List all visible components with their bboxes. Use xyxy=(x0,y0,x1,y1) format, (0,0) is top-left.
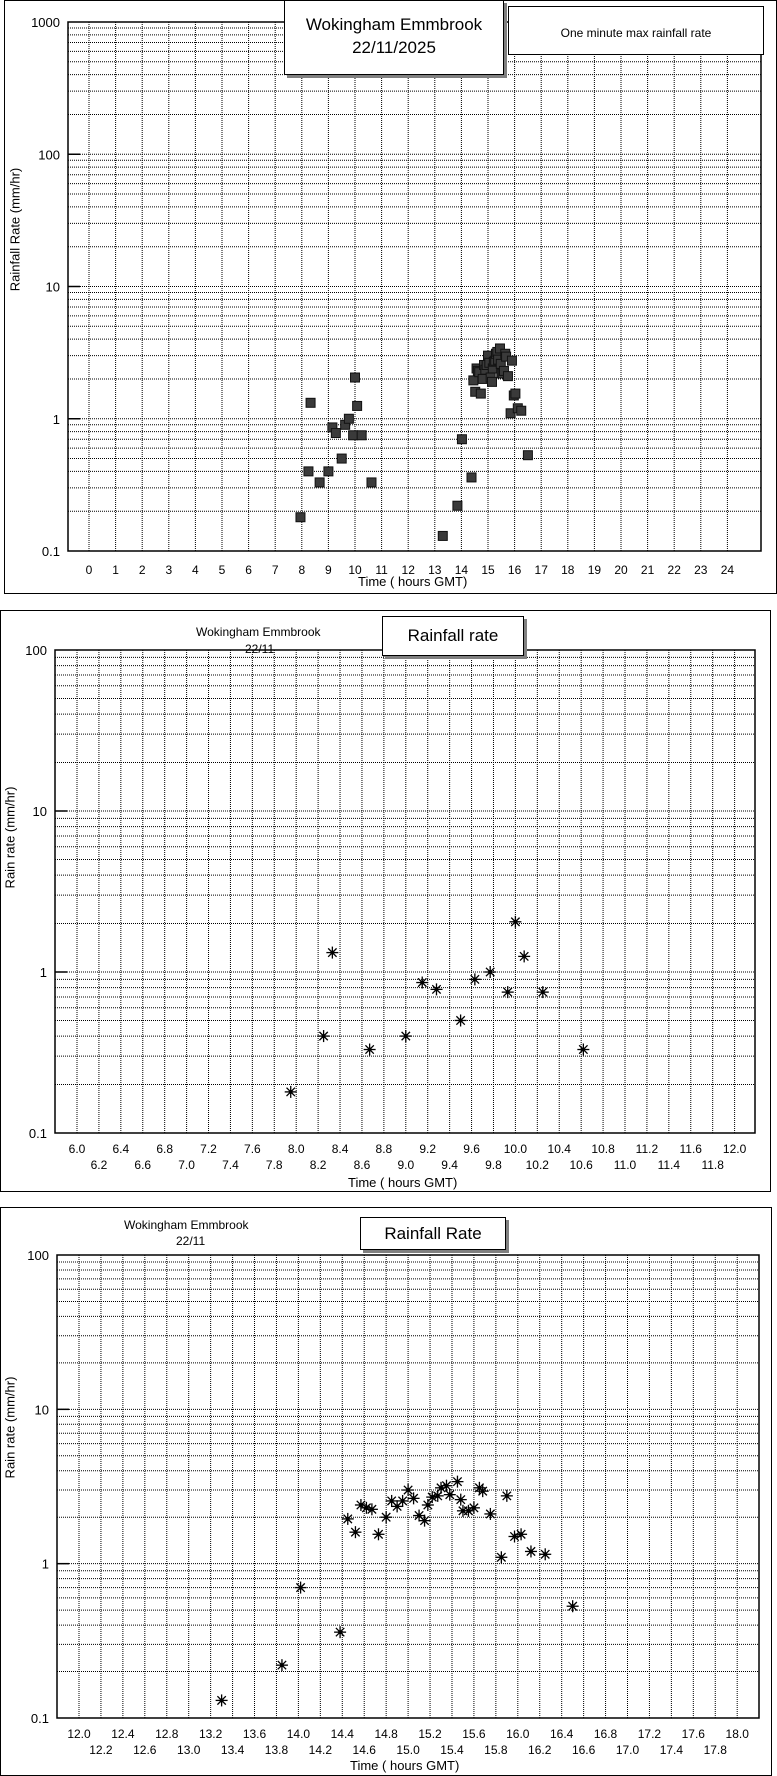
data-point xyxy=(408,1492,420,1504)
x-tick-label: 23 xyxy=(694,563,708,577)
x-tick-label: 14.4 xyxy=(330,1727,354,1741)
x-tick-label: 9.0 xyxy=(397,1158,415,1172)
data-point xyxy=(451,1476,463,1488)
y-tick-label: 100 xyxy=(25,643,47,658)
x-tick-label: 4 xyxy=(192,563,199,577)
x-tick-label: 7.6 xyxy=(244,1142,261,1156)
x-tick-label: 12.6 xyxy=(133,1743,157,1757)
data-point xyxy=(380,1511,392,1523)
x-tick-label: 15 xyxy=(481,563,495,577)
x-tick-label: 13.8 xyxy=(264,1743,289,1757)
x-tick-label: 6.4 xyxy=(112,1142,130,1156)
x-tick-label: 13.2 xyxy=(198,1727,223,1741)
chart-3-xlabel: Time ( hours GMT) xyxy=(350,1758,460,1773)
data-point xyxy=(501,1490,513,1502)
x-tick-label: 16 xyxy=(507,563,522,577)
x-tick-label: 10.8 xyxy=(591,1142,615,1156)
x-tick-label: 12.2 xyxy=(89,1743,113,1757)
x-tick-label: 10.2 xyxy=(525,1158,549,1172)
x-tick-label: 9.2 xyxy=(419,1142,437,1156)
chart-2-date: 22/11 xyxy=(245,642,275,656)
x-tick-label: 6.6 xyxy=(134,1158,152,1172)
data-point xyxy=(295,1582,307,1594)
data-point xyxy=(468,1502,480,1514)
chart-3-title: Rainfall Rate xyxy=(384,1224,482,1243)
data-point xyxy=(484,1508,496,1520)
x-tick-label: 8.4 xyxy=(331,1142,349,1156)
x-tick-label: 17 xyxy=(534,563,548,577)
x-tick-label: 12 xyxy=(401,563,415,577)
x-tick-label: 6.2 xyxy=(90,1158,108,1172)
x-tick-label: 6 xyxy=(245,563,252,577)
x-tick-label: 11.0 xyxy=(613,1158,637,1172)
x-tick-label: 13.6 xyxy=(242,1727,267,1741)
chart-3-date: 22/11 xyxy=(176,1234,206,1248)
x-tick-label: 14.0 xyxy=(286,1727,311,1741)
x-tick-label: 10 xyxy=(348,563,362,577)
y-tick-label: 0.1 xyxy=(41,544,60,559)
chart-2-xlabel: Time ( hours GMT) xyxy=(348,1175,458,1190)
x-tick-label: 9.6 xyxy=(463,1142,480,1156)
x-tick-label: 17.2 xyxy=(637,1727,662,1741)
x-tick-label: 10.0 xyxy=(503,1142,528,1156)
x-tick-label: 10.4 xyxy=(547,1142,571,1156)
x-tick-label: 15.8 xyxy=(484,1743,508,1757)
chart-2-title: Rainfall rate xyxy=(407,626,499,645)
y-tick-label: 1 xyxy=(52,411,60,427)
x-tick-label: 14.6 xyxy=(352,1743,376,1757)
x-tick-label: 9.8 xyxy=(485,1158,502,1172)
y-tick-label: 1 xyxy=(39,965,47,980)
x-tick-label: 12.0 xyxy=(67,1727,91,1741)
x-tick-label: 17.4 xyxy=(659,1743,684,1757)
x-tick-label: 16.0 xyxy=(506,1727,530,1741)
chart-3-station: Wokingham Emmbrook xyxy=(124,1218,249,1232)
chart-1-ylabel: Rainfall Rate (mm/hr) xyxy=(7,167,23,292)
data-point xyxy=(349,1526,361,1538)
data-point xyxy=(515,1528,527,1540)
x-tick-label: 16.4 xyxy=(550,1727,574,1741)
x-tick-label: 8 xyxy=(298,563,306,577)
x-tick-label: 7.8 xyxy=(265,1158,283,1172)
x-tick-label: 8.6 xyxy=(353,1158,371,1172)
x-tick-label: 11.2 xyxy=(635,1142,659,1156)
x-tick-label: 15.4 xyxy=(440,1743,464,1757)
data-point xyxy=(402,1484,414,1496)
x-tick-label: 6.0 xyxy=(68,1142,86,1156)
data-point xyxy=(567,1600,579,1612)
y-tick-label: 100 xyxy=(38,147,60,163)
x-tick-label: 13.4 xyxy=(220,1743,245,1757)
y-tick-label: 10 xyxy=(45,279,60,295)
y-tick-label: 0.1 xyxy=(30,1711,49,1726)
x-tick-label: 7.4 xyxy=(222,1158,239,1172)
x-tick-label: 14 xyxy=(454,563,469,577)
chart-1-xlabel: Time ( hours GMT) xyxy=(358,574,468,589)
x-tick-label: 13 xyxy=(428,563,442,577)
x-tick-label: 17.6 xyxy=(681,1727,705,1741)
chart-1-legend-text: One minute max rainfall rate xyxy=(560,26,712,40)
x-tick-label: 7 xyxy=(271,563,279,577)
x-tick-label: 18 xyxy=(561,563,575,577)
y-tick-label: 100 xyxy=(27,1248,49,1263)
data-point xyxy=(419,1515,431,1527)
data-point xyxy=(539,1548,551,1560)
x-tick-label: 15.6 xyxy=(462,1727,486,1741)
x-tick-label: 1 xyxy=(112,563,119,577)
x-tick-label: 15.0 xyxy=(396,1743,420,1757)
x-tick-label: 21 xyxy=(640,563,655,577)
x-tick-label: 14.8 xyxy=(374,1727,398,1741)
x-tick-label: 7.0 xyxy=(178,1158,195,1172)
data-point xyxy=(397,1495,409,1507)
x-tick-label: 12.8 xyxy=(155,1727,179,1741)
y-tick-label: 0.1 xyxy=(28,1126,47,1141)
x-tick-label: 18.0 xyxy=(725,1727,749,1741)
y-tick-label: 10 xyxy=(32,804,47,819)
x-tick-label: 11.8 xyxy=(701,1158,724,1172)
x-tick-label: 3 xyxy=(165,563,173,577)
x-tick-label: 2 xyxy=(138,563,146,577)
data-point xyxy=(366,1503,378,1515)
x-tick-label: 11.6 xyxy=(679,1142,702,1156)
x-tick-label: 7.2 xyxy=(200,1142,217,1156)
data-point xyxy=(216,1694,228,1706)
x-tick-label: 8.2 xyxy=(309,1158,327,1172)
data-point xyxy=(276,1659,288,1671)
x-tick-label: 13.0 xyxy=(177,1743,201,1757)
x-tick-label: 12.0 xyxy=(722,1142,747,1156)
x-tick-label: 5 xyxy=(218,563,226,577)
x-tick-label: 19 xyxy=(587,563,602,577)
y-tick-label: 1 xyxy=(41,1556,49,1572)
data-point xyxy=(477,1485,489,1497)
x-tick-label: 16.8 xyxy=(593,1727,618,1741)
x-tick-label: 14.2 xyxy=(308,1743,333,1757)
y-tick-label: 1000 xyxy=(31,15,60,30)
data-point xyxy=(495,1551,507,1563)
x-tick-label: 11.4 xyxy=(657,1158,681,1172)
x-tick-label: 10.6 xyxy=(569,1158,593,1172)
data-point xyxy=(455,1494,467,1506)
x-tick-label: 16.2 xyxy=(528,1743,552,1757)
x-tick-label: 17.8 xyxy=(703,1743,727,1757)
data-point xyxy=(342,1513,354,1525)
data-point xyxy=(334,1626,346,1638)
chart-3-title-box xyxy=(360,1217,506,1250)
x-tick-label: 0 xyxy=(85,563,93,577)
x-tick-label: 11 xyxy=(375,563,388,577)
x-tick-label: 24 xyxy=(720,563,735,577)
chart-1-title: Wokingham Emmbrook xyxy=(305,15,483,34)
chart-2-station: Wokingham Emmbrook xyxy=(196,625,321,639)
x-tick-label: 15.2 xyxy=(418,1727,442,1741)
y-tick-label: 10 xyxy=(34,1402,49,1418)
x-tick-label: 9.4 xyxy=(441,1158,458,1172)
x-tick-label: 8.8 xyxy=(375,1142,393,1156)
x-tick-label: 12.4 xyxy=(111,1727,135,1741)
x-tick-label: 16.6 xyxy=(571,1743,596,1757)
x-tick-label: 20 xyxy=(614,563,628,577)
x-tick-label: 22 xyxy=(667,563,681,577)
x-tick-label: 6.8 xyxy=(156,1142,174,1156)
chart-1-subtitle: 22/11/2025 xyxy=(352,38,436,57)
data-point xyxy=(372,1528,384,1540)
chart-2-ylabel: Rain rate (mm/hr) xyxy=(2,786,18,889)
x-tick-label: 8.0 xyxy=(287,1142,305,1156)
x-tick-label: 9 xyxy=(325,563,332,577)
data-point xyxy=(525,1545,537,1557)
chart-3-ylabel: Rain rate (mm/hr) xyxy=(2,1376,18,1479)
x-tick-label: 17.0 xyxy=(615,1743,640,1757)
